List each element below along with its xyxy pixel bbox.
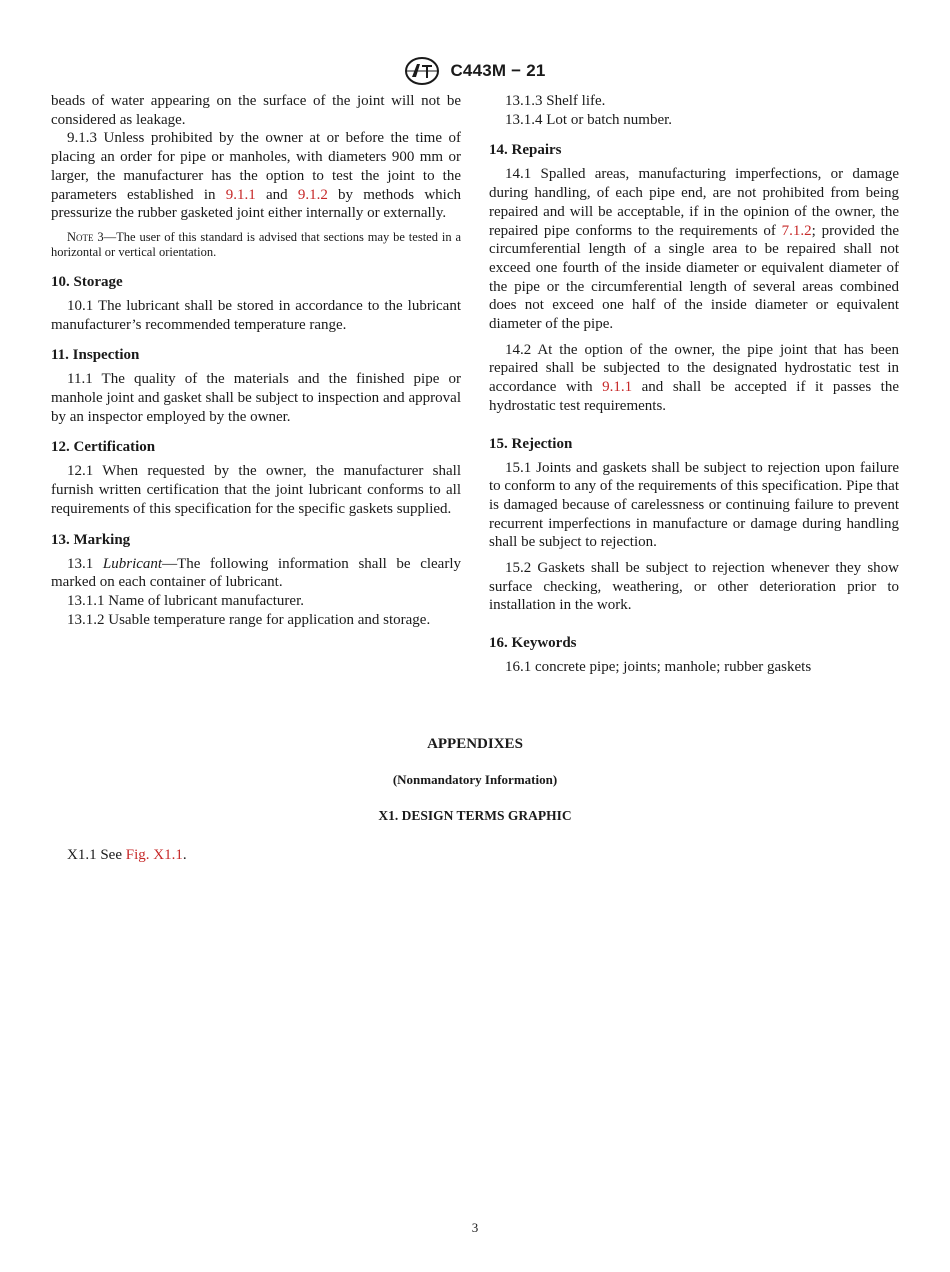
- paragraph-14-2: 14.2 At the option of the owner, the pipe joint that has been repaired shall be subjected to the designated hydrostatic test in accordance with 9.1.1 and shall be accepted if it passes the hydrostatic test requirements.: [489, 341, 899, 414]
- section-11-heading: 11. Inspection: [51, 347, 140, 364]
- page-number: 3: [471, 1220, 479, 1235]
- xref-9-1-2[interactable]: 9.1.2: [297, 186, 328, 203]
- section-14-heading: 14. Repairs: [489, 142, 562, 159]
- paragraph-13-1-2: 13.1.2 Usable temperature range for application and storage.: [67, 611, 431, 628]
- paragraph-13-1-4: 13.1.4 Lot or batch number.: [505, 111, 673, 128]
- section-16-heading: 16. Keywords: [489, 635, 577, 652]
- paragraph-13-1-3: 13.1.3 Shelf life.: [505, 93, 606, 109]
- xref-fig-x1-1[interactable]: Fig. X1.1: [125, 847, 183, 863]
- paragraph-15-1: 15.1 Joints and gaskets shall be subject to rejection upon failure to conform to any of the requirements of this specification. Pipe that is damaged because of carelessness or continuing failure to prevent recurrent imperfections in manufacture or damage during handling shall be subject to rejection.: [489, 459, 899, 551]
- paragraph-15-2: 15.2 Gaskets shall be subject to rejection whenever they show surface checking, weathering, or other deterioration prior to installation in the work.: [489, 560, 899, 614]
- document-title: C443M − 21: [450, 61, 546, 80]
- paragraph-16-1: 16.1 concrete pipe; joints; manhole; rubber gaskets: [505, 659, 812, 676]
- section-15-heading: 15. Rejection: [489, 435, 573, 452]
- paragraph-x1-1: X1.1 See Fig. X1.1.: [67, 847, 187, 863]
- paragraph-13-1-1: 13.1.1 Name of lubricant manufacturer.: [67, 592, 304, 609]
- paragraph-9-1-3: 9.1.3 Unless prohibited by the owner at or before the time of placing an order for pipe or manholes, with diameters 900 mm or larger, the manufacturer has the option to test the joint to the parameters established in 9.1.1 and 9.1.2 by methods which pressurize the rubber gasketed joint either internally or externally.: [51, 130, 461, 222]
- left-column: [51, 92, 461, 629]
- paragraph-11-1: 11.1 The quality of the materials and the finished pipe or manhole joint and gasket shall be subject to inspection and approval by an inspector employed by the owner.: [51, 371, 461, 425]
- xref-9-1-1-b[interactable]: 9.1.1: [602, 379, 633, 396]
- paragraph-continuation: beads of water appearing on the surface of the joint will not be considered as leakage.: [51, 93, 461, 128]
- paragraph-10-1: 10.1 The lubricant shall be stored in accordance to the lubricant manufacturer’s recommended temperature range.: [51, 297, 461, 333]
- section-10-heading: 10. Storage: [51, 273, 123, 290]
- section-12-heading: 12. Certification: [51, 439, 156, 456]
- section-13-heading: 13. Marking: [51, 531, 131, 548]
- paragraph-13-1: 13.1 Lubricant—The following information shall be clearly marked on each container of lubricant.: [51, 555, 462, 591]
- xref-9-1-1[interactable]: 9.1.1: [225, 186, 256, 203]
- page-header: [0, 56, 950, 86]
- astm-logo-icon: [404, 56, 440, 86]
- right-column: [489, 92, 899, 677]
- note-3: Note 3—The user of this standard is advised that sections may be tested in a horizontal or vertical orientation.: [51, 229, 461, 260]
- appendixes-heading: APPENDIXES: [427, 736, 523, 752]
- paragraph-14-1: 14.1 Spalled areas, manufacturing imperfections, or damage during handling, of each pipe end, are not prohibited from being repaired and will be acceptable, if in the opinion of the owner, the repaired pipe conforms to the requirements of 7.1.2; provided the circumferential length of a single area to be repaired shall not exceed one fourth of the inside diameter or equivalent diameter of the pipe or the circumferential length of several areas combined does not exceed one half of the inside diameter or equivalent diameter of the pipe.: [489, 166, 899, 333]
- nonmandatory-subtitle: (Nonmandatory Information): [392, 772, 558, 787]
- x1-heading: X1. DESIGN TERMS GRAPHIC: [378, 808, 572, 823]
- xref-7-1-2[interactable]: 7.1.2: [781, 222, 812, 239]
- paragraph-12-1: 12.1 When requested by the owner, the manufacturer shall furnish written certification that the joint lubricant conforms to all requirements of this specification for the specific gaskets supplied.: [51, 463, 461, 517]
